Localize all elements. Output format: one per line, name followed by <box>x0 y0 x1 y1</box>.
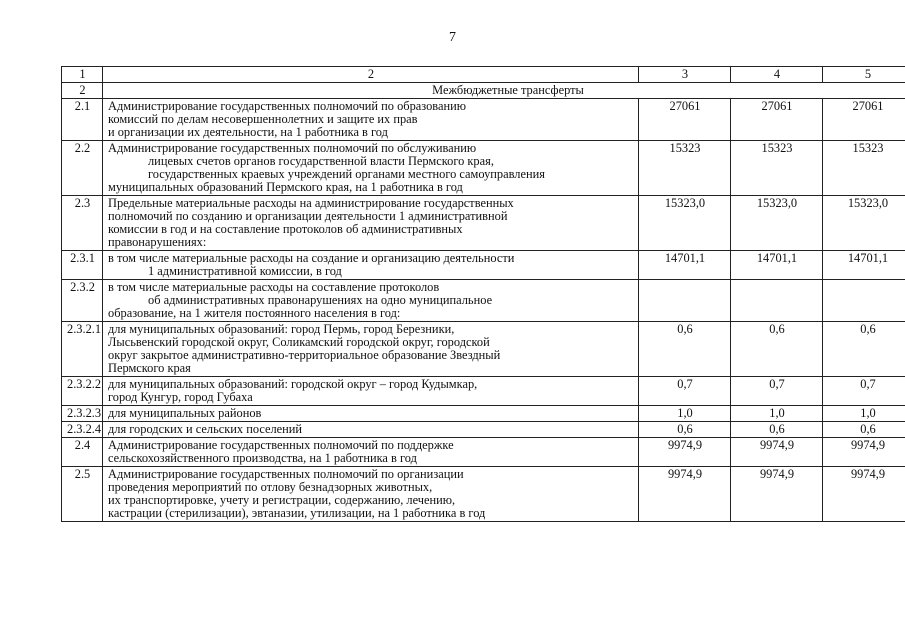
description-line: государственных краевых учреждений органами местного самоуправления <box>148 167 545 181</box>
description-line: образование, на 1 жителя постоянного населения в год: <box>108 306 401 320</box>
row-number: 2.3.2.1 <box>62 322 103 377</box>
row-description <box>103 377 639 406</box>
table-row <box>62 377 905 406</box>
description-line: в том числе материальные расходы на создание и организацию деятельности <box>108 251 515 265</box>
value-col-4 <box>731 280 823 322</box>
value-col-5: 0,7 <box>823 377 905 406</box>
table-row <box>62 422 905 438</box>
description-line: Предельные материальные расходы на администрирование государственных <box>108 196 514 210</box>
header-row <box>62 67 905 83</box>
table-row <box>62 438 905 467</box>
row-number: 2.5 <box>62 467 103 522</box>
row-number: 2.3.2.2 <box>62 377 103 406</box>
description-line: Администрирование государственных полномочий по поддержке <box>108 438 454 452</box>
description-line: для муниципальных образований: город Пермь, город Березники, <box>108 322 455 336</box>
value-col-5: 0,6 <box>823 422 905 438</box>
row-number: 2.3 <box>62 196 103 251</box>
description-line: и организации их деятельности, на 1 работника в год <box>108 125 388 139</box>
value-col-4: 15323,0 <box>731 196 823 251</box>
row-number: 2.4 <box>62 438 103 467</box>
description-line: Администрирование государственных полномочий по организации <box>108 467 464 481</box>
row-description <box>103 99 639 141</box>
value-col-3: 9974,9 <box>639 438 731 467</box>
section-title: Межбюджетные трансферты <box>103 83 905 99</box>
value-col-5: 15323,0 <box>823 196 905 251</box>
value-col-4: 14701,1 <box>731 251 823 280</box>
value-col-3: 1,0 <box>639 406 731 422</box>
header-col-1: 1 <box>62 67 103 83</box>
value-col-3: 14701,1 <box>639 251 731 280</box>
value-col-5: 14701,1 <box>823 251 905 280</box>
table-row <box>62 99 905 141</box>
header-col-2: 2 <box>103 67 639 83</box>
description-line: полномочий по созданию и организации деятельности 1 административной <box>108 209 508 223</box>
table-row <box>62 141 905 196</box>
description-line: Пермского края <box>108 361 191 375</box>
description-line: для муниципальных образований: городской округ – город Кудымкар, <box>108 377 478 391</box>
row-number: 2.3.2.3 <box>62 406 103 422</box>
row-description <box>103 322 639 377</box>
description-line: лицевых счетов органов государственной власти Пермского края, <box>148 154 494 168</box>
value-col-3: 15323,0 <box>639 196 731 251</box>
value-col-3: 9974,9 <box>639 467 731 522</box>
description-line: комиссий по делам несовершеннолетних и защите их прав <box>108 112 418 126</box>
value-col-4: 0,6 <box>731 322 823 377</box>
value-col-5 <box>823 280 905 322</box>
table-row <box>62 467 905 522</box>
description-line: округ закрытое административно-территориальное образование Звездный <box>108 348 501 362</box>
table-row <box>62 406 905 422</box>
transfers-table <box>61 66 905 522</box>
description-line: об административных правонарушениях на одно муниципальное <box>148 293 493 307</box>
row-description <box>103 251 639 280</box>
description-line: правонарушениях: <box>108 235 207 249</box>
value-col-5: 0,6 <box>823 322 905 377</box>
value-col-3: 0,6 <box>639 422 731 438</box>
table-row <box>62 280 905 322</box>
description-line: Администрирование государственных полномочий по обслуживанию <box>108 141 477 155</box>
row-description <box>103 141 639 196</box>
header-col-4: 4 <box>731 67 823 83</box>
description-line: комиссии в год и на составление протоколов об административных <box>108 222 463 236</box>
value-col-4: 0,7 <box>731 377 823 406</box>
value-col-4: 9974,9 <box>731 438 823 467</box>
value-col-5: 9974,9 <box>823 438 905 467</box>
value-col-4: 15323 <box>731 141 823 196</box>
row-description <box>103 280 639 322</box>
value-col-3 <box>639 280 731 322</box>
value-col-5: 27061 <box>823 99 905 141</box>
row-description <box>103 196 639 251</box>
value-col-3: 0,6 <box>639 322 731 377</box>
value-col-3: 0,7 <box>639 377 731 406</box>
description-line: для муниципальных районов <box>108 406 262 420</box>
header-col-5: 5 <box>823 67 905 83</box>
value-col-4: 27061 <box>731 99 823 141</box>
description-line: муниципальных образований Пермского края, на 1 работника в год <box>108 180 463 194</box>
section-row <box>62 83 905 99</box>
description-line: в том числе материальные расходы на составление протоколов <box>108 280 440 294</box>
row-description <box>103 406 639 422</box>
description-line: кастрации (стерилизации), эвтаназии, утилизации, на 1 работника в год <box>108 506 486 520</box>
value-col-3: 27061 <box>639 99 731 141</box>
description-line: 1 административной комиссии, в год <box>148 264 342 278</box>
description-line: проведения мероприятий по отлову безнадзорных животных, <box>108 480 433 494</box>
description-line: город Кунгур, город Губаха <box>108 390 253 404</box>
table-row <box>62 251 905 280</box>
row-description <box>103 422 639 438</box>
page-number: 7 <box>449 30 456 45</box>
description-line: для городских и сельских поселений <box>108 422 303 436</box>
table-row <box>62 196 905 251</box>
row-description <box>103 467 639 522</box>
value-col-3: 15323 <box>639 141 731 196</box>
table-row <box>62 322 905 377</box>
header-col-3: 3 <box>639 67 731 83</box>
row-number: 2.3.2.4 <box>62 422 103 438</box>
value-col-5: 9974,9 <box>823 467 905 522</box>
description-line: их транспортировке, учету и регистрации, содержанию, лечению, <box>108 493 456 507</box>
row-number: 2.3.1 <box>62 251 103 280</box>
row-number: 2.2 <box>62 141 103 196</box>
value-col-4: 9974,9 <box>731 467 823 522</box>
section-number: 2 <box>62 83 103 99</box>
value-col-4: 1,0 <box>731 406 823 422</box>
description-line: Лысьвенский городской округ, Соликамский городской округ, городской <box>108 335 490 349</box>
value-col-5: 15323 <box>823 141 905 196</box>
description-line: сельскохозяйственного производства, на 1 работника в год <box>108 451 417 465</box>
value-col-4: 0,6 <box>731 422 823 438</box>
description-line: Администрирование государственных полномочий по образованию <box>108 99 466 113</box>
row-number: 2.3.2 <box>62 280 103 322</box>
row-description <box>103 438 639 467</box>
value-col-5: 1,0 <box>823 406 905 422</box>
row-number: 2.1 <box>62 99 103 141</box>
